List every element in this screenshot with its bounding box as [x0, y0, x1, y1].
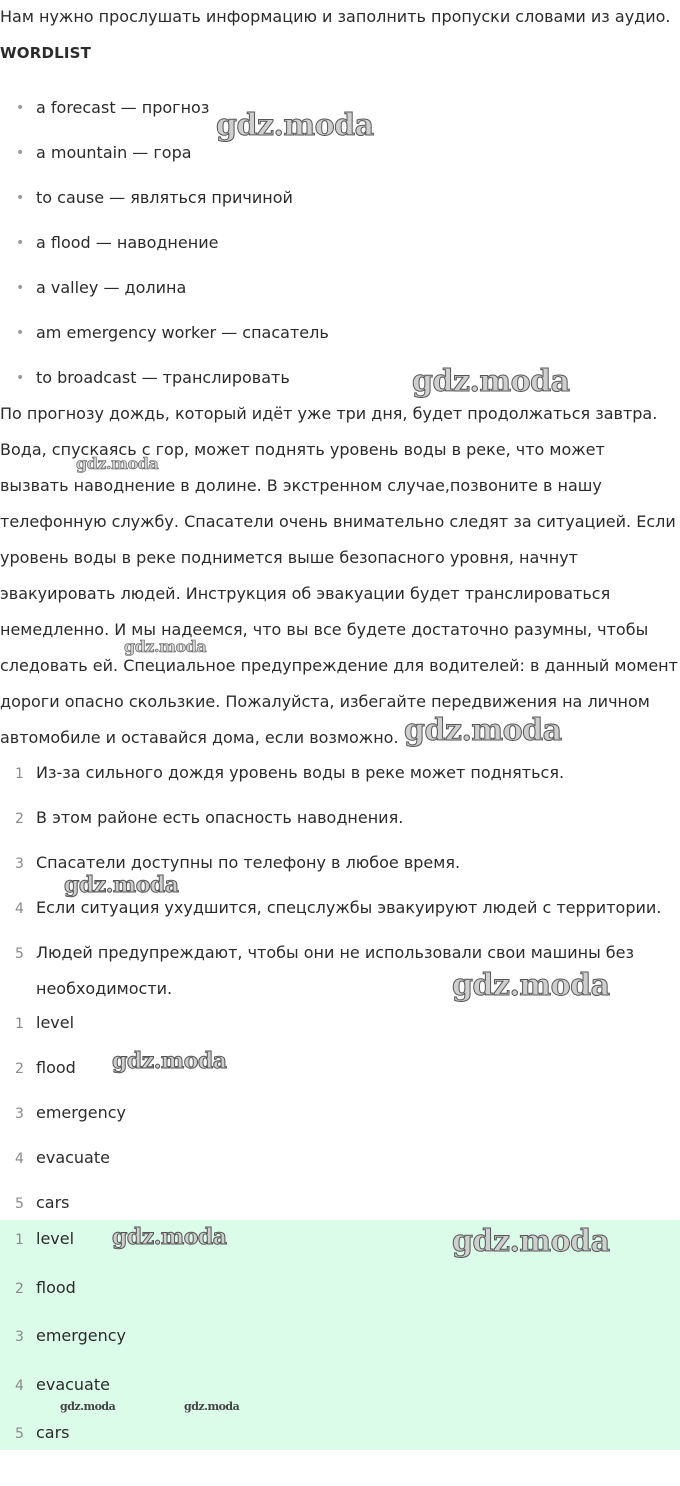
list-item: 3 Спасатели доступны по телефону в любое время.	[0, 845, 680, 881]
translation-paragraph: По прогнозу дождь, который идёт уже три дня, будет продолжаться завтра. Вода, спускаясь с гор, может поднять уровень воды в реке, что может вызвать наводнение в долине. В экстренном случае,позвоните в нашу телефонную службу. Спасатели очень внимательно следят за ситуацией. Если уровень воды в реке поднимется выше безопасного уровня, начнут эвакуировать людей. Инструкция об эвакуации будет транслироваться немедленно. И мы надеемся, что вы все будете достаточно разумны, чтобы следовать ей. Специальное предупреждение для водителей: в данный момент дороги опасно скользкие. Пожалуйста, избегайте передвижения на личном автомобиле и оставайся дома, если возможно.	[0, 404, 678, 747]
bullet-icon: •	[16, 100, 25, 116]
list-item: • a flood — наводнение	[0, 229, 680, 274]
list-item: • a forecast — прогноз	[0, 94, 680, 139]
list-item: • a valley — долина	[0, 274, 680, 319]
list-item: • a mountain — гора	[0, 139, 680, 184]
watermark: gdz.moda	[60, 1400, 116, 1413]
list-item: 5 Людей предупреждают, чтобы они не использовали свои машины без необходимости.	[0, 935, 680, 1007]
list-item: 1 level	[0, 1009, 680, 1054]
item-number: 5	[15, 1426, 24, 1442]
watermark: gdz.moda	[76, 454, 159, 473]
item-number: 3	[15, 1329, 24, 1345]
list-item: 5 cars	[0, 1419, 680, 1468]
watermark: gdz.moda	[112, 1224, 227, 1250]
list-item: • am emergency worker — спасатель	[0, 319, 680, 364]
list-item: 1 Из-за сильного дождя уровень воды в реке может подняться.	[0, 755, 680, 791]
watermark: gdz.moda	[184, 1400, 240, 1413]
watermark: gdz.moda	[452, 968, 610, 1003]
item-number: 1	[15, 766, 24, 782]
item-number: 1	[15, 1016, 24, 1032]
wordlist-heading: WORDLIST	[0, 44, 92, 62]
list-item: • to broadcast — транслировать	[0, 364, 680, 409]
bullet-icon: •	[16, 280, 25, 296]
item-number: 4	[15, 1377, 24, 1394]
bullet-icon: •	[16, 235, 25, 251]
item-number: 2	[15, 1061, 24, 1077]
item-number: 4	[15, 1151, 24, 1167]
watermark: gdz.moda	[412, 364, 570, 399]
bullet-icon: •	[16, 325, 25, 341]
item-number: 5	[15, 946, 24, 962]
list-item: 3 emergency	[0, 1322, 680, 1371]
list-item: 2 flood	[0, 1054, 680, 1099]
list-item: 4 evacuate	[0, 1371, 680, 1420]
list-item: • to cause — являться причиной	[0, 184, 680, 229]
watermark: gdz.moda	[216, 108, 374, 143]
highlighted-answers-list	[0, 1225, 680, 1468]
watermark: gdz.moda	[112, 1048, 227, 1074]
item-number: 2	[15, 811, 24, 827]
bullet-icon: •	[16, 370, 25, 386]
list-item: 4 evacuate	[0, 1144, 680, 1189]
task-instruction: Нам нужно прослушать информацию и заполнить пропуски словами из аудио.	[0, 7, 671, 26]
item-number: 3	[15, 856, 24, 872]
watermark: gdz.moda	[124, 637, 207, 656]
item-number: 3	[15, 1106, 24, 1122]
watermark: gdz.moda	[452, 1224, 610, 1259]
bullet-icon: •	[16, 145, 25, 161]
item-number: 4	[15, 901, 24, 917]
list-item: 3 emergency	[0, 1099, 680, 1144]
item-number: 2	[15, 1280, 24, 1297]
bullet-icon: •	[16, 190, 25, 206]
watermark: gdz.moda	[64, 872, 179, 898]
item-number: 5	[15, 1196, 24, 1212]
list-item: 4 Если ситуация ухудшится, спецслужбы эвакуируют людей с территории.	[0, 890, 680, 926]
list-item: 1 level	[0, 1225, 680, 1274]
item-number: 1	[15, 1232, 24, 1248]
list-item: 2 В этом районе есть опасность наводнения.	[0, 800, 680, 836]
watermark: gdz.moda	[404, 713, 562, 748]
answers-list	[0, 1009, 680, 1234]
list-item: 5 cars	[0, 1189, 680, 1234]
list-item: 2 flood	[0, 1274, 680, 1323]
